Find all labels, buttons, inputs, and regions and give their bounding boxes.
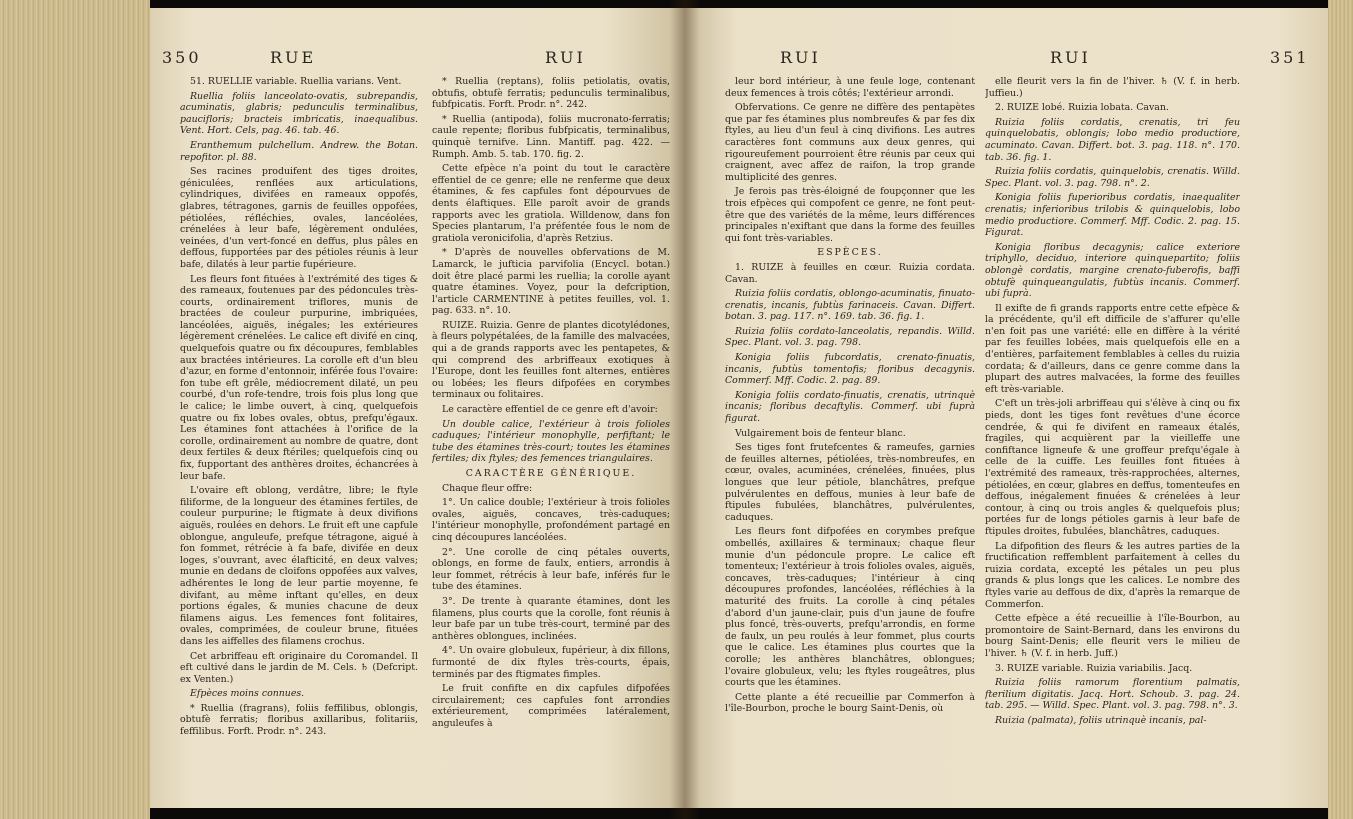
paragraph: Ses tiges font frutefcentes & rameufes, garnies de feuilles alternes, pétiolées, très-nombreufes, en cœur, ovales, acuminées, crénelées, finuées, plus longues que leur pétiole, blanchâtres, prefque pulvérulentes en deffous, munies à leur bafe de ftipules fubulées, blanchâtres, pulvérulentes, caduques. [725,442,975,523]
paragraph: 4°. Un ovaire globuleux, fupérieur, à dix fillons, furmonté de dix ftyles très-courts, épais, terminés par des ftigmates fimples. [432,645,670,680]
paragraph: Cette efpèce n'a point du tout le caractère effentiel de ce genre; elle ne renferme que deux étamines, & fes capfules font dépourvues de dents élaftiques. Elle paroît avoir de grands rapports avec les gratiola. Willdenow, dans fon Species plantarum, l'a préfentée fous le nom de gratiola veronicifolia, d'après Retzius. [432,163,670,244]
paragraph: 1°. Un calice double; l'extérieur à trois folioles ovales, aiguës, concaves, très-caduques; l'intérieur monophylle, profondément partagé en cinq découpures lancéolées. [432,497,670,543]
paragraph: * D'après de nouvelles obfervations de M. Lamarck, le jufticia parvifolia (Encycl. botan.) doit être placé parmi les ruellia; la corolle ayant quatre étamines. Voyez, pour la defcription, l'article CARMENTINE à petites feuilles, vol. 1. pag. 633. n°. 10. [432,247,670,317]
left-page-column-2 [432,76,670,794]
running-head-rue: RUE [270,48,317,67]
paragraph: * Ruellia (reptans), foliis petiolatis, ovatis, obtufis, obtufè ferratis; pedunculis terminalibus, fubfpicatis. Forft. Prodr. n°. 242. [432,76,670,111]
paragraph: Konigia floribus decagynis; calice exteriore triphyllo, deciduo, interiore quinquepartito; foliis oblongè cordatis, margine crenato-fuberofis, baffi obtufè quinqueangulatis, fubtùs incanis. Commerf. ubi fuprà. [985,241,1240,300]
paragraph: Konigia foliis fubcordatis, crenato-finuatis, incanis, fubtùs tomentofis; floribus decagynis. Commerf. Mff. Codic. 2. pag. 89. [725,352,975,387]
paragraph: Obfervations. Ce genre ne diffère des pentapètes que par fes étamines plus nombreufes & par fes dix ftyles, au lieu d'un feul à cinq divifions. Les autres caractères font communs aux deux genres, qui rigoureufement pourroient être réunis par ceux qui craignent, avec affez de raifon, la trop grande multiplicité des genres. [725,102,975,183]
book-gutter-shadow [670,0,700,819]
paragraph: Ruizia foliis cordatis, quinquelobis, crenatis. Willd. Spec. Plant. vol. 3. pag. 798. n°. 2. [985,166,1240,189]
paragraph: C'eft un très-joli arbriffeau qui s'élève à cinq ou fix pieds, dont les tiges font revêtues d'une écorce cendrée, & qui fe divifent en rameaux étalés, fragiles, qui acquièrent par la vieilleffe une confiftance ligneufe & une groffeur prefqu'égale à celle de la cuiffe. Les feuilles font fituées à l'extrémité des rameaux, très-rapprochées, alternes, pétiolées, en cœur, glabres en deffus, tomenteufes en deffous, inégalement finuées & crénelées à leur contour, à cinq ou trois angles & quelquefois plus; portées fur de longs pétioles garnis à leur bafe de ftipules droites, fubulées, blanchâtres, caduques. [985,398,1240,537]
paragraph: CARACTÈRE GÉNÉRIQUE. [465,468,637,479]
paragraph: Ruizia foliis cordatis, oblongo-acuminatis, finuato-crenatis, incanis, fubtùs farinaceis. Cavan. Differt. botan. 3. pag. 117. n°. 169. tab. 36. fig. 1. [725,288,975,323]
paragraph: Ruizia (palmata), foliis utrinquè incanis, pal- [995,714,1207,726]
paragraph: L'ovaire eft oblong, verdâtre, libre; le ftyle filiforme, de la longueur des étamines fertiles, de couleur purpurine; le ftigmate à deux divifions aiguës, roulées en dehors. Le fruit eft une capfule oblongue, anguleufe, prefque tétragone, aigué à fon fommet, rétrécie à fa bafe, divifée en deux loges, s'ouvrant, avec élafticité, en deux valves; munie en dedans de cloifons oppofées aux valves, adhérentes le long de leur partie moyenne, fe divifant, au même inftant qu'elles, en deux portions égales, & munies chacune de deux filamens aigus. Les femences font folitaires, ovales, comprimées, de couleur brune, fituées dans les aiffelles des filamens crochus. [180,485,418,647]
right-page-column-2 [985,76,1240,794]
paragraph: 1. RUIZE à feuilles en cœur. Ruizia cordata. Cavan. [725,261,975,285]
paragraph: 3. RUIZE variable. Ruizia variabilis. Jacq. [995,662,1193,674]
paragraph: elle fleurit vers la fin de l'hiver. ♄ (V. f. in herb. Juffieu.) [985,76,1240,99]
paragraph: 2. RUIZE lobé. Ruizia lobata. Cavan. [995,102,1169,114]
book-page-edges-left [0,0,150,819]
right-page-column-1 [725,76,975,794]
paragraph: Chaque fleur offre: [442,482,533,494]
right-page [685,8,1328,808]
page-number-left: 350 [162,48,202,67]
paragraph: Un double calice, l'extérieur à trois folioles caduques; l'intérieur monophylle, perfiftant; le tube des étamines très-court; toutes les étamines fertiles; dix ftyles; des femences triangulaires. [432,418,670,465]
paragraph: Ses racines produifent des tiges droites, géniculées, renflées aux articulations, cylindriques, divifées en rameaux oppofés, glabres, tétragones, garnis de feuilles oppofées, pétiolées, réfléchies, ovales, lancéolées, crénelées à leur bafe, légèrement ondulées, veinées, d'un vert-foncé en deffus, plus pâles en deffous, fupportées par des pétioles réunis à leur bafe, dilatés à leur partie fupérieure. [180,166,418,270]
paragraph: Le caractère effentiel de ce genre eft d'avoir: [442,404,658,416]
running-head-rui-right-2: RUI [1050,48,1091,67]
paragraph: Les fleurs font difpofées en corymbes prefque ombellés, axillaires & terminaux; chaque fleur munie d'un pédoncule propre. Le calice eft tomenteux; l'extérieur à trois folioles ovales, aiguës, concaves, très-caduques; l'intérieur à cinq découpures profondes, lancéolées, réfléchies à la maturité des fruits. La corolle à cinq pétales d'abord d'un jaune-clair, puis d'un jaune de foufre plus foncé, très-ouverts, prefqu'arrondis, en forme de faulx, un peu roulés à leur fommet, plus courts que le calice. Les étamines plus courtes que la corolle; les anthères blanchâtres, oblongues; l'ovaire globuleux, velu; les ftyles rougeâtres, plus courts que les étamines. [725,526,975,689]
page-number-right: 351 [1270,48,1310,67]
running-head-rui-right-1: RUI [780,48,821,67]
paragraph: 2°. Une corolle de cinq pétales ouverts, oblongs, en forme de faulx, entiers, arrondis à leur fommet, rétrécis à leur bafe, inférés fur le tube des étamines. [432,546,670,593]
paragraph: Cette efpèce a été recueillie à l'île-Bourbon, au promontoire de Saint-Bernard, dans les environs du bourg Saint-Denis; elle fleurit vers le milieu de l'hiver. ♄ (V. f. in herb. Juff.) [985,613,1240,659]
paragraph: Ruizia foliis ramorum florentium palmatis, fterilium digitatis. Jacq. Hort. Schoub. 3. pag. 24. tab. 295. — Willd. Spec. Plant. vol. 3. pag. 798. n°. 3. [985,677,1240,712]
left-page-column-1 [180,76,418,794]
paragraph: Cet arbriffeau eft originaire du Coromandel. Il eft cultivé dans le jardin de M. Cels. ♄ (Defcript. ex Venten.) [180,650,418,685]
paragraph: 51. RUELLIE variable. Ruellia varians. Vent. [190,76,402,87]
paragraph: Les fleurs font fituées à l'extrémité des tiges & des rameaux, foutenues par des pédoncules très-courts, ordinairement triflores, munis de bractées de couleur purpurine, imbriquées, lancéolées, aiguës, inégales; les extérieures légèrement crénelées. Le calice eft divifé en cinq, quelquefois quatre ou fix découpures, femblables aux bractées intérieures. La corolle eft d'un bleu d'azur, en forme d'entonnoir, inférée fous l'ovaire: fon tube eft grêle, médiocrement dilaté, un peu courbé, d'un rofe-tendre, trois fois plus long que le calice; le limbe ouvert, à cinq, quelquefois quatre ou fix lobes ovales, obtus, prefqu'égaux. Les étamines font attachées à l'orifice de la corolle, ordinairement au nombre de quatre, dont deux fertiles & deux ftériles; quelquefois cinq ou fix, fupportant des anthères droites, échancrées à leur bafe. [180,273,418,482]
paragraph: Il exifte de fi grands rapports entre cette efpèce & la précédente, qu'il eft difficile de s'affurer qu'elle n'en foit pas une variété: elle en diffère à la vérité par fes feuilles lobées, mais quelquefois elle en a d'entières, parfaitement femblables à celles du ruizia cordata; & d'ailleurs, dans ce genre comme dans la plupart des autres malvacées, la forme des feuilles eft très-variable. [985,302,1240,395]
paragraph: * Ruellia (antipoda), foliis mucronato-ferratis; caule repente; floribus fubfpicatis, terminalibus, quinquè ternifve. Linn. Mantiff. pag. 422. — Rumph. Amb. 5. tab. 170. fig. 2. [432,113,670,160]
running-head-rui-left: RUI [545,48,586,67]
paragraph: Je ferois pas très-éloigné de foupçonner que les trois efpèces qui compofent ce genre, ne font peut-être que des variétés de la même, leurs différences principales n'exiftant que dans la forme des feuilles qui font très-variables. [725,186,975,244]
paragraph: Vulgairement bois de fenteur blanc. [735,427,906,439]
paragraph: 3°. De trente à quarante étamines, dont les filamens, plus courts que la corolle, font réunis à leur bafe par un tube très-court, terminé par des anthères oblongues, inclinées. [432,595,670,642]
paragraph: * Ruellia (fragrans), foliis feffilibus, oblongis, obtufè ferratis; floribus axillaribus, folitariis, feffilibus. Forft. Prodr. n°. 243. [180,702,418,738]
paragraph: Eranthemum pulchellum. Andrew. the Botan. repofitor. pl. 88. [180,139,418,163]
paragraph: La difpofition des fleurs & les autres parties de la fructification reffemblent parfaitement à celles du ruizia cordata, excepté les pétales un peu plus grands & plus longs que les calices. Le nombre des ftyles varie au deffous de dix, d'après la remarque de Commerfon. [985,540,1240,610]
paragraph: ESPÈCES. [817,247,883,259]
left-page [150,8,685,808]
paragraph: Ruellia foliis lanceolato-ovatis, subrepandis, acuminatis, glabris; pedunculis terminalibus, paucifloris; bracteis imbricatis, inaequalibus. Vent. Hort. Cels, pag. 46. tab. 46. [180,90,418,137]
paragraph: Konigia foliis fuperioribus cordatis, inaequaliter crenatis; inferioribus trilobis & quinquelobis, lobo medio productiore. Commerf. Mff. Codic. 2. pag. 15. Figurat. [985,192,1240,239]
paragraph: Efpèces moins connues. [190,688,305,700]
paragraph: Le fruit confifte en dix capfules difpofées circulairement; ces capfules font arrondies extérieurement, comprimées latéralement, anguleufes à [432,683,670,729]
book-page-edges-right [1328,0,1353,819]
paragraph: Konigia foliis cordato-finuatis, crenatis, utrinquè incanis; floribus decaftylis. Commerf. ubi fuprà figurat. [725,389,975,425]
paragraph: leur bord intérieur, à une feule loge, contenant deux femences à trois côtés; l'extérieur arrondi. [725,76,975,99]
paragraph: Ruizia foliis cordatis, crenatis, tri feu quinquelobatis, oblongis; lobo medio productiore, acuminato. Cavan. Differt. bot. 3. pag. 118. n°. 170. tab. 36. fig. 1. [985,116,1240,163]
paragraph: Ruizia foliis cordato-lanceolatis, repandis. Willd. Spec. Plant. vol. 3. pag. 798. [725,325,975,349]
paragraph: RUIZE. Ruizia. Genre de plantes dicotylédones, à fleurs polypétalées, de la famille des malvacées, qui a de grands rapports avec les pentapetes, & qui comprend des arbriffeaux exotiques à l'Europe, dont les feuilles font alternes, entières ou lobées; les fleurs difpofées en corymbes terminaux ou folitaires. [432,319,670,401]
paragraph: Cette plante a été recueillie par Commerfon à l'île-Bourbon, proche le bourg Saint-Denis, où [725,691,975,715]
